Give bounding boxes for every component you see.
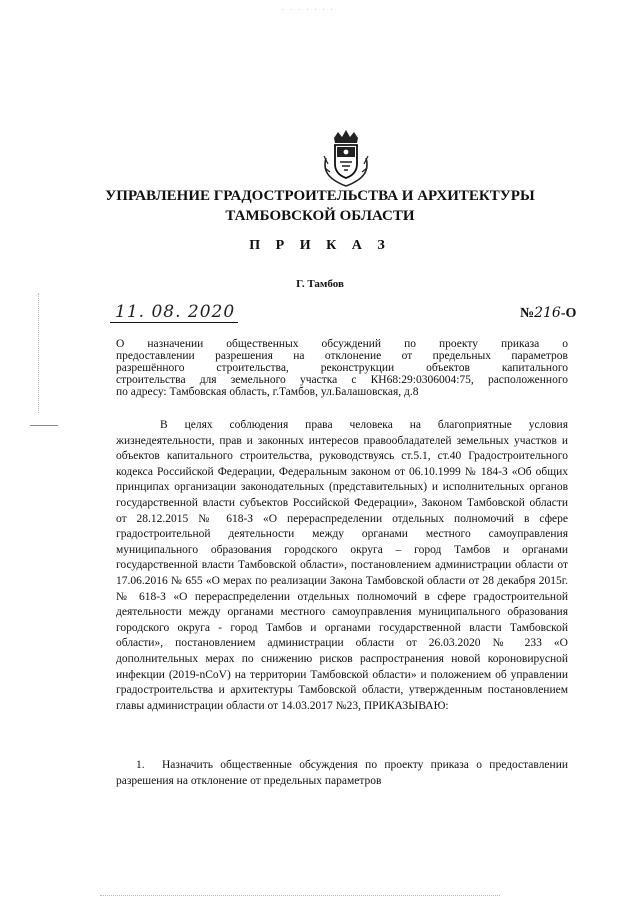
subject-line: строительства для земельного участка с КН68:29:0306004:75, расположенного xyxy=(116,374,568,386)
document-city: Г. Тамбов xyxy=(296,278,344,290)
margin-mark xyxy=(30,425,58,426)
agency-name-line2: ТАМБОВСКОЙ ОБЛАСТИ xyxy=(225,208,415,224)
document-subject xyxy=(116,338,568,398)
agency-name-line1: УПРАВЛЕНИЕ ГРАДОСТРОИТЕЛЬСТВА И АРХИТЕКТУРЫ xyxy=(105,188,535,204)
scan-artifact xyxy=(100,895,500,896)
number-handwritten: 216 xyxy=(534,305,561,321)
document-number xyxy=(520,305,576,322)
item-number: 1. xyxy=(136,759,145,771)
handwritten-date: 11. 08. 2020 xyxy=(115,302,236,322)
preamble-text: В целях соблюдения права человека на благоприятные условия жизнедеятельности, прав и законных интересов правообладателей земельных участков и объектов капитального строительства, руководствуясь ст.5.1, ст.40 Градостроительного кодекса Российской Федерации, Федеральным законом от 06.10.1999 № 184-З «Об общих принципах организации законодательных (представительных) и исполнительных органов государственной власти субъектов Российской Федерации», Законом Тамбовской области от 28.12.2015 № 618-З «О перераспределении отдельных полномочий в сфере градостроительной деятельности между органами местного самоуправления муниципального образования городского округа – город Тамбов и органами государственной власти Тамбовской области», постановлением администрации области от 17.06.2016 № 655 «О мерах по реализации Закона Тамбовской области от 28 декабря 2015г. № 618-З «О перераспределении отдельных полномочий в сфере градостроительной деятельности между органами местного самоуправления муниципального образования городского округа - город Тамбов и органами государственной власти Тамбовской области», постановлением администрации области от 26.03.2020 № 233 «О дополнительных мерах по снижению рисков распространения новой короновирусной инфекции (2019-nCoV) на территории Тамбовской области» и положением об управлении градостроительства и архитектуры Тамбовской области, утвержденным постановлением главы администрации области от 14.03.2017 №23, ПРИКАЗЫВАЮ: xyxy=(116,419,568,712)
preamble-paragraph xyxy=(116,418,568,714)
scan-artifact xyxy=(38,293,39,413)
scan-artifact: · · · · · · · xyxy=(282,6,335,14)
coat-of-arms-icon xyxy=(320,128,372,188)
subject-line: разрешённого строительства, реконструкции объектов капитального xyxy=(116,362,568,374)
subject-line: по адресу: Тамбовская область, г.Тамбов, ул.Балашовская, д.8 xyxy=(116,386,419,398)
order-item-1 xyxy=(116,758,568,789)
date-underline xyxy=(110,322,238,323)
document-title: П Р И К А З xyxy=(249,238,391,253)
subject-line: О назначении общественных обсуждений по проекту приказа о xyxy=(116,338,568,350)
number-suffix: -О xyxy=(560,306,577,321)
number-prefix: № xyxy=(520,306,535,321)
item-text: Назначить общественные обсуждения по проекту приказа о предоставлении разрешения на отклонение от предельных параметров xyxy=(116,759,568,787)
subject-line: предоставлении разрешения на отклонение от предельных параметров xyxy=(116,350,568,362)
